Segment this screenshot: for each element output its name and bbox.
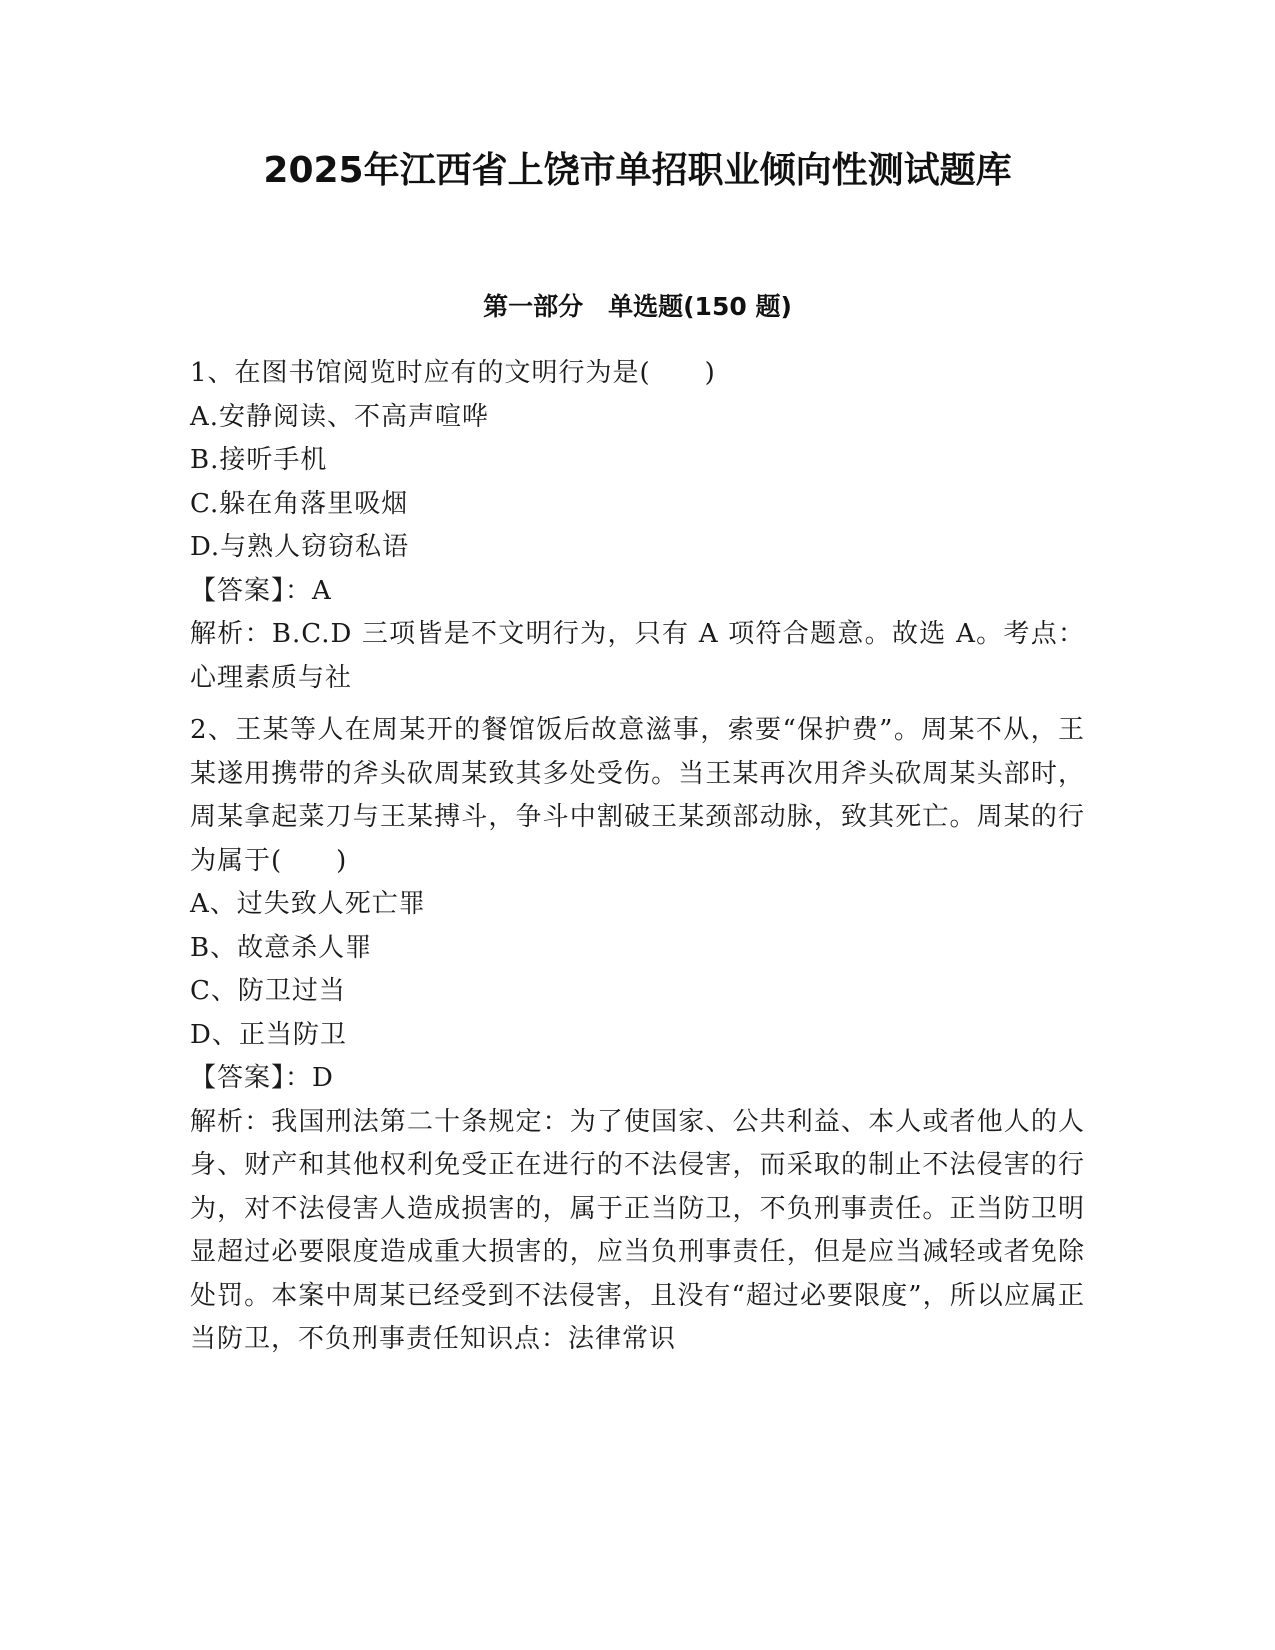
option-a: A.安静阅读、不高声喧哗 xyxy=(190,401,490,432)
question-1 xyxy=(190,352,1085,700)
option-d: D.与熟人窃窃私语 xyxy=(190,532,410,562)
answer: 【答案】：D xyxy=(190,1063,334,1093)
section-title: 第一部分 单选题(150 题) xyxy=(483,292,792,321)
question-stem: 2、王某等人在周某开的餐馆饭后故意滋事，索要“保护费”。周某不从，王某遂用携带的斧头砍周某致其多处受伤。当王某再次用斧头砍周某头部时，周某拿起菜刀与王某搏斗，争斗中割破王某颈部动脉，致其死亡。周某的行为属于( ) xyxy=(190,715,1085,876)
question-list xyxy=(190,352,1085,1362)
question-stem: 1、在图书馆阅览时应有的文明行为是( ) xyxy=(190,358,716,388)
analysis: 解析：B.C.D 三项皆是不文明行为，只有 A 项符合题意。故选 A。考点：心理素质与社 xyxy=(190,619,1085,693)
question-2 xyxy=(190,709,1085,1362)
analysis: 解析：我国刑法第二十条规定：为了使国家、公共利益、本人或者他人的人身、财产和其他权利免受正在进行的不法侵害，而采取的制止不法侵害的行为，对不法侵害人造成损害的，属于正当防卫，不负刑事责任。正当防卫明显超过必要限度造成重大损害的，应当负刑事责任，但是应当减轻或者免除处罚。本案中周某已经受到不法侵害，且没有“超过必要限度”，所以应属正当防卫，不负刑事责任知识点：法律常识 xyxy=(190,1106,1085,1354)
option-d: D、正当防卫 xyxy=(190,1019,347,1050)
option-b: B.接听手机 xyxy=(190,445,328,475)
option-b: B、故意杀人罪 xyxy=(190,932,373,963)
option-c: C.躲在角落里吸烟 xyxy=(190,488,409,519)
document-title: 2025年江西省上饶市单招职业倾向性测试题库 xyxy=(263,150,1012,191)
option-a: A、过失致人死亡罪 xyxy=(190,889,426,919)
spacer xyxy=(190,700,1085,709)
answer: 【答案】：A xyxy=(190,575,332,606)
option-c: C、防卫过当 xyxy=(190,976,346,1006)
